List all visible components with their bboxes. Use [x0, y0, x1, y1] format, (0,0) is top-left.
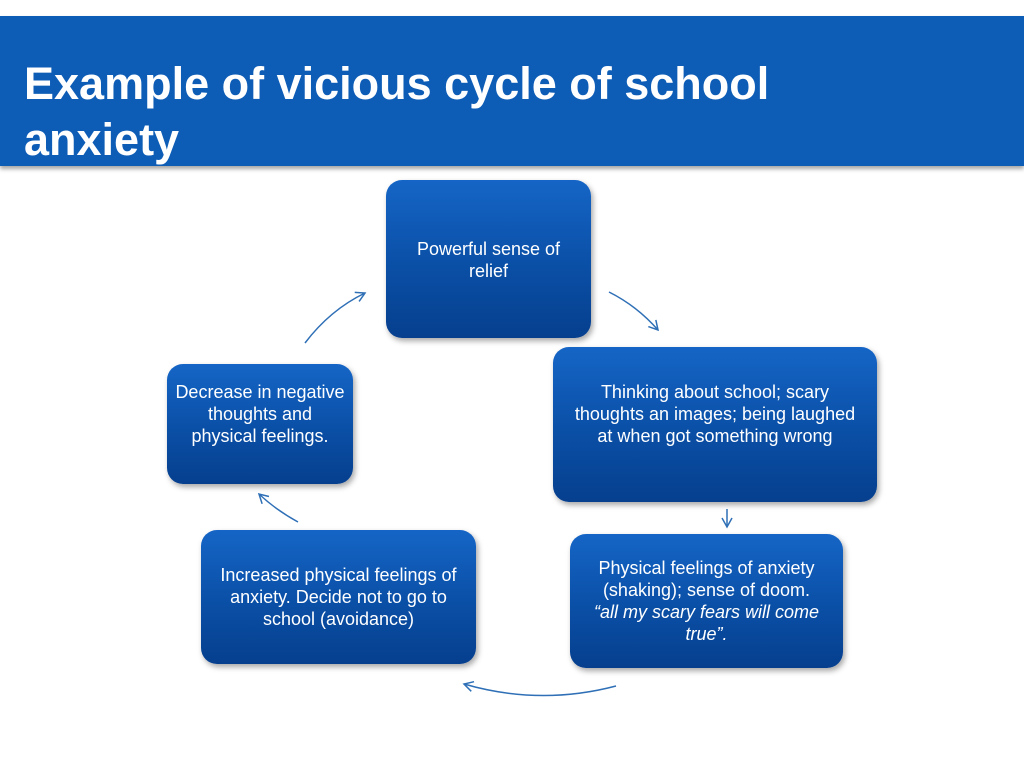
arrow-avoidance-to-decrease [259, 494, 298, 522]
slide-title: Example of vicious cycle of school anxiety [24, 58, 770, 165]
arrow-relief-to-thinking [609, 292, 658, 330]
node-avoidance-text: Increased physical feelings of anxiety. Decide not to go to school (avoidance) [220, 565, 457, 629]
node-thinking-text: Thinking about school; scary thoughts an images; being laughed at when got something wrong [574, 382, 856, 446]
arrow-decrease-to-relief [305, 293, 365, 343]
node-decrease-text: Decrease in negative thoughts and physical feelings. [175, 382, 345, 446]
node-relief-text: Powerful sense of relief [416, 239, 561, 281]
node-physical-text: Physical feelings of anxiety (shaking); sense of doom. [598, 558, 815, 600]
node-physical-quote: “all my scary fears will come true”. [593, 602, 820, 644]
arrow-physical-to-avoidance [464, 684, 616, 696]
